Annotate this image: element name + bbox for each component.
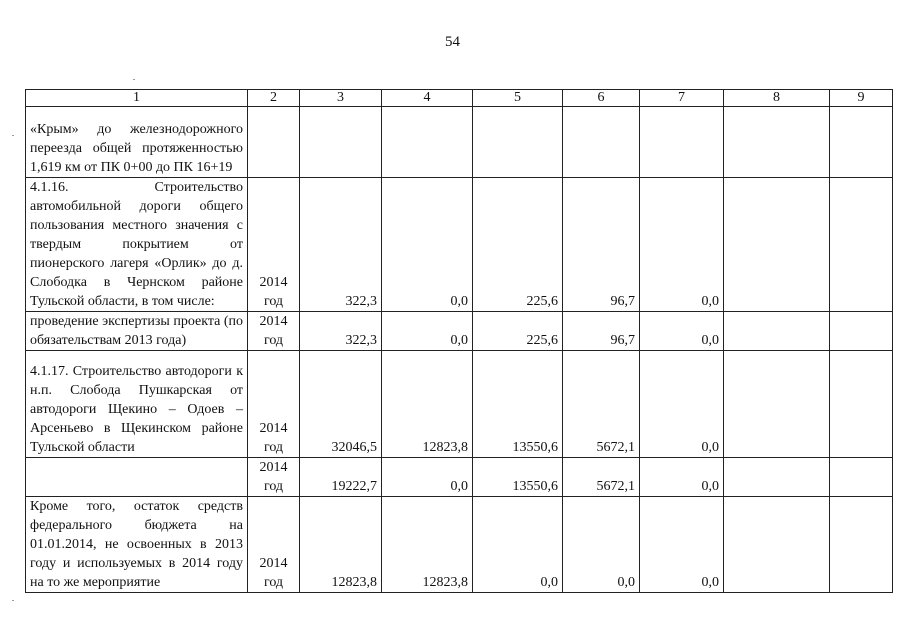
row-year: 2014 год [248, 458, 300, 497]
row-value-col-5: 0,0 [473, 497, 563, 593]
page-number: 54 [445, 34, 460, 50]
row-value-col-5 [473, 107, 563, 178]
row-value-col-4: 0,0 [382, 458, 473, 497]
row-description: «Крым» до железнодорожного переезда общей протяженностью 1,619 км от ПК 0+00 до ПК 16+19 [26, 107, 248, 178]
row-value-col-8 [724, 178, 830, 312]
row-description: проведение экспертизы проекта (по обязательствам 2013 года) [26, 312, 248, 351]
col-header-7: 7 [640, 90, 724, 107]
row-value-col-6: 96,7 [563, 312, 640, 351]
row-value-col-4: 12823,8 [382, 497, 473, 593]
row-value-col-9 [830, 351, 893, 458]
row-year: 2014 год [248, 312, 300, 351]
row-value-col-7: 0,0 [640, 458, 724, 497]
row-value-col-9 [830, 178, 893, 312]
col-header-4: 4 [382, 90, 473, 107]
col-header-1: 1 [26, 90, 248, 107]
row-value-col-8 [724, 312, 830, 351]
row-value-col-7: 0,0 [640, 312, 724, 351]
row-value-col-3: 322,3 [300, 312, 382, 351]
col-header-2: 2 [248, 90, 300, 107]
row-value-col-7: 0,0 [640, 178, 724, 312]
row-description: 4.1.16. Строительство автомобильной дороги общего пользования местного значения с твердым покрытием от пионерского лагеря «Орлик» до д. Слободка в Чернском районе Тульской области, в том числе: [26, 178, 248, 312]
row-value-col-3 [300, 107, 382, 178]
row-year: 2014 год [248, 497, 300, 593]
scan-speck [12, 600, 14, 601]
col-header-8: 8 [724, 90, 830, 107]
row-value-col-3: 322,3 [300, 178, 382, 312]
table-row [26, 458, 893, 497]
row-value-col-8 [724, 351, 830, 458]
row-value-col-8 [724, 497, 830, 593]
row-value-col-5: 13550,6 [473, 458, 563, 497]
col-header-9: 9 [830, 90, 893, 107]
row-value-col-3: 32046,5 [300, 351, 382, 458]
row-value-col-7 [640, 107, 724, 178]
table-row [26, 107, 893, 178]
row-value-col-6: 96,7 [563, 178, 640, 312]
row-value-col-9 [830, 107, 893, 178]
row-value-col-4: 0,0 [382, 178, 473, 312]
row-value-col-6: 0,0 [563, 497, 640, 593]
row-value-col-6: 5672,1 [563, 351, 640, 458]
row-value-col-5: 13550,6 [473, 351, 563, 458]
row-value-col-7: 0,0 [640, 351, 724, 458]
row-value-col-6: 5672,1 [563, 458, 640, 497]
budget-table [25, 89, 893, 593]
table-row [26, 312, 893, 351]
row-value-col-4 [382, 107, 473, 178]
row-description: Кроме того, остаток средств федерального бюджета на 01.01.2014, не освоенных в 2013 году и используемых в 2014 году на то же мероприятие [26, 497, 248, 593]
col-header-3: 3 [300, 90, 382, 107]
row-description: 4.1.17. Строительство автодороги к н.п. Слобода Пушкарская от автодороги Щекино – Одоев – Арсеньево в Щекинском районе Тульской области [26, 351, 248, 458]
row-value-col-3: 19222,7 [300, 458, 382, 497]
row-value-col-3: 12823,8 [300, 497, 382, 593]
col-header-6: 6 [563, 90, 640, 107]
row-year: 2014 год [248, 178, 300, 312]
row-year: 2014 год [248, 351, 300, 458]
row-value-col-9 [830, 497, 893, 593]
row-value-col-4: 12823,8 [382, 351, 473, 458]
row-value-col-9 [830, 458, 893, 497]
row-value-col-8 [724, 458, 830, 497]
header-row [26, 90, 893, 107]
row-year [248, 107, 300, 178]
row-value-col-8 [724, 107, 830, 178]
row-value-col-4: 0,0 [382, 312, 473, 351]
row-value-col-5: 225,6 [473, 312, 563, 351]
col-header-5: 5 [473, 90, 563, 107]
table-row [26, 178, 893, 312]
scan-speck [133, 79, 135, 80]
row-description [26, 458, 248, 497]
table-row [26, 497, 893, 593]
scan-speck [12, 135, 14, 136]
row-value-col-7: 0,0 [640, 497, 724, 593]
row-value-col-9 [830, 312, 893, 351]
table-row [26, 351, 893, 458]
row-value-col-5: 225,6 [473, 178, 563, 312]
row-value-col-6 [563, 107, 640, 178]
